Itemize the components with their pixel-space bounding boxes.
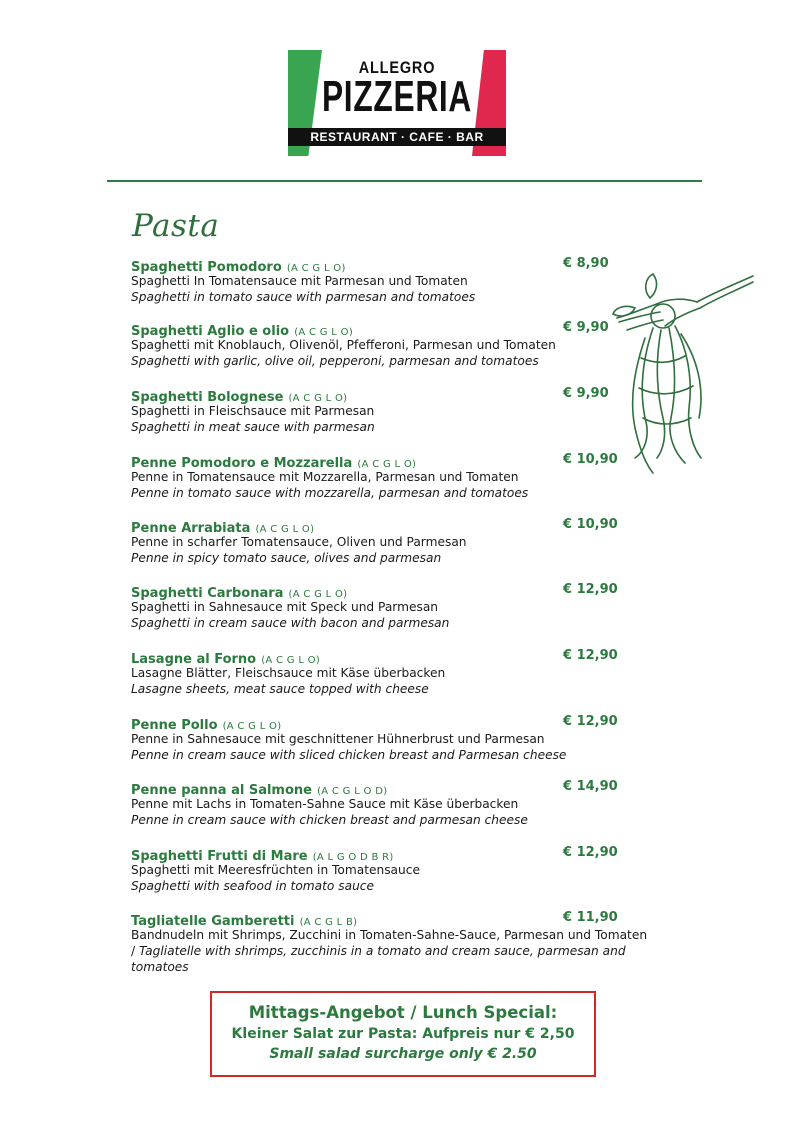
item-price: € 9,90: [563, 320, 609, 335]
item-price: € 9,90: [563, 386, 609, 401]
item-allergens: (A C G L O): [222, 721, 282, 732]
item-description-en: Penne in spicy tomato sauce, olives and parmesan: [131, 551, 442, 565]
menu-item: [131, 648, 651, 697]
menu-item: [131, 320, 651, 369]
item-description-de: Spaghetti mit Knoblauch, Olivenöl, Pfefferoni, Parmesan und Tomaten: [131, 338, 556, 352]
item-description-en: Spaghetti in cream sauce with bacon and parmesan: [131, 616, 450, 630]
item-price: € 12,90: [563, 714, 618, 729]
item-description-en: Penne in cream sauce with chicken breast and parmesan cheese: [131, 813, 528, 827]
item-allergens: (A C G L O D): [317, 786, 388, 797]
item-name: Penne Pollo: [131, 718, 218, 733]
item-name: Spaghetti Frutti di Mare: [131, 849, 308, 864]
item-allergens: (A C G L O): [288, 589, 348, 600]
item-allergens: (A C G L O): [288, 393, 348, 404]
item-allergens: (A C G L O): [294, 327, 354, 338]
logo-tagline: RESTAURANT · CAFE · BAR: [288, 128, 506, 146]
item-description-de: Spaghetti in Fleischsauce mit Parmesan: [131, 404, 375, 418]
item-price: € 11,90: [563, 910, 618, 925]
logo-line-pizzeria: PIZZERIA: [321, 72, 473, 121]
item-description: [131, 927, 651, 975]
item-name: Penne Pomodoro e Mozzarella: [131, 456, 353, 471]
item-price: € 12,90: [563, 582, 618, 597]
item-description-de: Spaghetti In Tomatensauce mit Parmesan und Tomaten: [131, 274, 468, 288]
section-title: Pasta: [132, 208, 220, 244]
menu-item: [131, 386, 651, 435]
item-name: Spaghetti Aglio e olio: [131, 324, 290, 339]
item-price: € 8,90: [563, 256, 609, 271]
menu-item: [131, 582, 651, 631]
item-price: € 12,90: [563, 845, 618, 860]
item-description-en: Penne in tomato sauce with mozzarella, parmesan and tomatoes: [131, 486, 529, 500]
menu-item: [131, 910, 651, 975]
menu-item: [131, 256, 651, 305]
item-name: Lasagne al Forno: [131, 652, 257, 667]
item-description-en: Spaghetti in meat sauce with parmesan: [131, 420, 375, 434]
item-price: € 10,90: [563, 452, 618, 467]
menu-item: [131, 779, 651, 828]
menu-item: [131, 517, 651, 566]
item-description-en: Lasagne sheets, meat sauce topped with cheese: [131, 682, 429, 696]
fork-with-spaghetti-icon: [605, 268, 755, 483]
item-description-de: Spaghetti mit Meeresfrüchten in Tomatensauce: [131, 863, 420, 877]
item-description-en: Penne in cream sauce with sliced chicken breast and Parmesan cheese: [131, 748, 567, 762]
item-description-de: Lasagne Blätter, Fleischsauce mit Käse überbacken: [131, 666, 446, 680]
item-price: € 14,90: [563, 779, 618, 794]
menu-item: [131, 714, 651, 763]
item-allergens: (A C G L O): [286, 263, 346, 274]
item-description-de: Penne in Tomatensauce mit Mozzarella, Parmesan und Tomaten: [131, 470, 519, 484]
special-title: Mittags-Angebot / Lunch Special:: [248, 1003, 558, 1022]
item-description-en: Spaghetti in tomato sauce with parmesan and tomatoes: [131, 290, 476, 304]
logo-line-allegro: ALLEGRO: [358, 58, 436, 77]
item-description-de: Penne in scharfer Tomatensauce, Oliven und Parmesan: [131, 535, 467, 549]
header-divider: [107, 180, 702, 182]
item-name: Penne Arrabiata: [131, 521, 251, 536]
item-description-en: Spaghetti with garlic, olive oil, pepperoni, parmesan and tomatoes: [131, 354, 539, 368]
item-allergens: (A L G O D B R): [312, 852, 394, 863]
item-name: Spaghetti Pomodoro: [131, 260, 282, 275]
item-description-de: Bandnudeln mit Shrimps, Zucchini in Tomaten-Sahne-Sauce, Parmesan und Tomaten /: [131, 928, 648, 958]
special-line-de: Kleiner Salat zur Pasta: Aufpreis nur € 2,50: [231, 1026, 575, 1042]
item-description-de: Spaghetti in Sahnesauce mit Speck und Parmesan: [131, 600, 439, 614]
item-name: Spaghetti Carbonara: [131, 586, 284, 601]
item-name: Penne panna al Salmone: [131, 783, 312, 798]
lunch-special-box: [210, 991, 596, 1077]
item-description-en: Spaghetti with seafood in tomato sauce: [131, 879, 374, 893]
item-price: € 12,90: [563, 648, 618, 663]
item-allergens: (A C G L O): [261, 655, 321, 666]
pizzeria-logo: [288, 50, 506, 156]
item-name: Spaghetti Bolognese: [131, 390, 284, 405]
item-description-de: Penne mit Lachs in Tomaten-Sahne Sauce mit Käse überbacken: [131, 797, 519, 811]
item-allergens: (A C G L O): [357, 459, 417, 470]
item-description-en: Tagliatelle with shrimps, zucchinis in a tomato and cream sauce, parmesan and tomatoes: [131, 944, 626, 974]
menu-item: [131, 845, 651, 894]
item-price: € 10,90: [563, 517, 618, 532]
menu-item: [131, 452, 651, 501]
special-line-en: Small salad surcharge only € 2.50: [269, 1046, 537, 1062]
item-name: Tagliatelle Gamberetti: [131, 914, 295, 929]
item-description-de: Penne in Sahnesauce mit geschnittener Hühnerbrust und Parmesan: [131, 732, 545, 746]
item-allergens: (A C G L O): [255, 524, 315, 535]
item-allergens: (A C G L B): [299, 917, 358, 928]
